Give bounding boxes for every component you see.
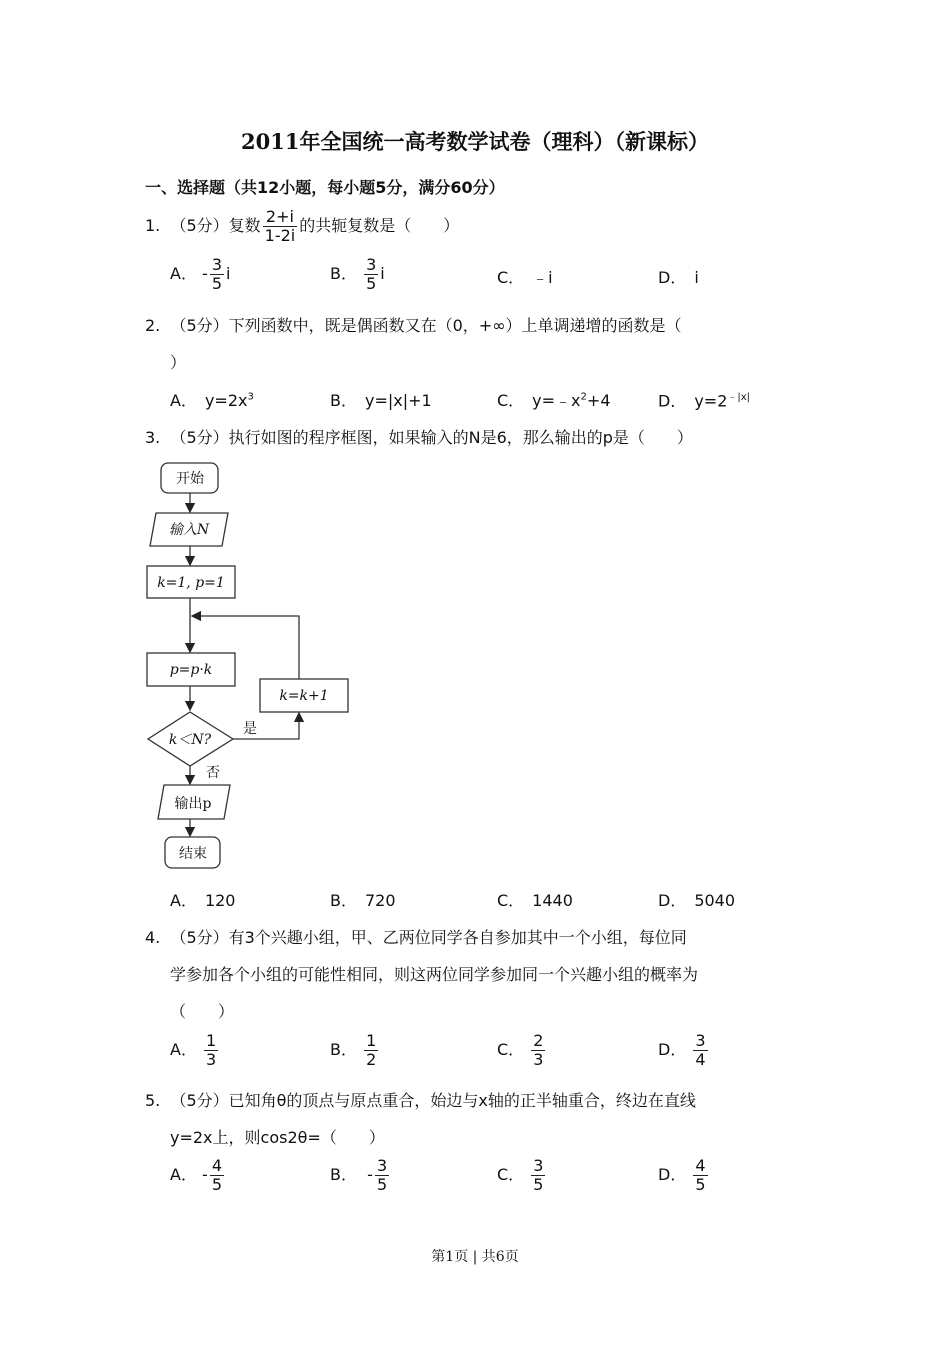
fc-output-label: 输出p xyxy=(174,796,212,812)
q4-score: （5分） xyxy=(170,928,229,947)
q1-a-sign: - xyxy=(202,264,208,283)
q2-d-text: D． y=2 xyxy=(658,391,728,411)
q2-c-tail: +4 xyxy=(586,391,611,410)
q4-option-d xyxy=(658,1032,710,1069)
q5-c-label: C． xyxy=(497,1165,525,1184)
q2-d-sup: ﹣|x| xyxy=(727,392,751,403)
q5-c-den: 5 xyxy=(533,1175,544,1194)
q5-c-num: 3 xyxy=(533,1156,544,1175)
q1-option-c: C． ﹣i xyxy=(497,268,553,287)
q1-a-label: A． xyxy=(170,264,197,283)
q5-b-den: 5 xyxy=(376,1175,388,1194)
q4-a-label: A． xyxy=(170,1040,197,1059)
q2-text-cont: ） xyxy=(170,353,187,372)
q2-option-d xyxy=(658,388,750,411)
q4-option-c xyxy=(497,1032,547,1069)
q4-d-num: 3 xyxy=(695,1031,706,1050)
q1-b-i: i xyxy=(380,264,385,283)
q1-option-b xyxy=(330,256,385,293)
q2-score: （5分） xyxy=(170,316,229,335)
q4-line1: 有3个兴趣小组，甲、乙两位同学各自参加其中一个小组，每位同 xyxy=(228,928,687,947)
q3-text: 执行如图的程序框图，如果输入的N是6，那么输出的p是（ ） xyxy=(228,428,693,447)
q1-frac-den: 1-2i xyxy=(264,226,296,245)
q1-fraction xyxy=(263,208,298,245)
q4-d-den: 4 xyxy=(695,1050,706,1069)
q1-a-den: 5 xyxy=(211,274,223,293)
fc-start-label: 开始 xyxy=(176,471,204,487)
q2-a-text: A． y=2x xyxy=(170,391,248,410)
q4-d-label: D． xyxy=(658,1040,687,1059)
q4-line2: 学参加各个小组的可能性相同，则这两位同学参加同一个兴趣小组的概率为 xyxy=(170,965,699,984)
question-2 xyxy=(145,313,682,336)
q5-d-fraction xyxy=(693,1157,707,1194)
q3-number: 3. xyxy=(145,428,161,447)
fc-input-label: 输入N xyxy=(168,522,210,538)
q2-option-a xyxy=(170,388,254,411)
q5-a-sign: - xyxy=(202,1165,208,1184)
q5-b-label: B． xyxy=(330,1165,357,1184)
q1-b-label: B． xyxy=(330,264,357,283)
q5-a-num: 4 xyxy=(211,1156,223,1175)
q4-b-label: B． xyxy=(330,1040,357,1059)
q1-number: 1. xyxy=(145,216,161,235)
q4-option-b xyxy=(330,1032,380,1069)
q3-option-b: B． 720 xyxy=(330,891,396,910)
question-3 xyxy=(145,425,693,448)
fc-init-label: k=1, p=1 xyxy=(157,575,225,591)
q4-a-fraction xyxy=(204,1032,218,1069)
q5-number: 5. xyxy=(145,1091,161,1110)
q5-b-fraction xyxy=(375,1157,389,1194)
q1-option-a xyxy=(170,256,230,293)
q1-a-i: i xyxy=(226,264,231,283)
q3-option-d: D． 5040 xyxy=(658,891,736,910)
q3-option-c: C． 1440 xyxy=(497,891,573,910)
q5-option-d xyxy=(658,1157,710,1194)
fc-incr-label: k=k+1 xyxy=(279,688,329,704)
q1-score: （5分） xyxy=(170,216,229,235)
q5-a-den: 5 xyxy=(211,1175,223,1194)
q1-pre: 复数 xyxy=(228,216,261,235)
q5-b-sign: - xyxy=(367,1165,373,1184)
q2-number: 2. xyxy=(145,316,161,335)
q5-option-c xyxy=(497,1157,547,1194)
q1-frac-num: 2+i xyxy=(263,208,298,227)
q3-option-a: A． 120 xyxy=(170,891,236,910)
question-5 xyxy=(145,1088,696,1111)
q5-b-num: 3 xyxy=(376,1156,388,1175)
q5-d-den: 5 xyxy=(695,1175,706,1194)
q5-score: （5分） xyxy=(170,1091,229,1110)
fc-no-label: 否 xyxy=(206,765,220,781)
q5-a-fraction xyxy=(210,1157,224,1194)
q4-c-fraction xyxy=(531,1032,545,1069)
q2-option-c xyxy=(497,388,611,411)
q4-c-num: 2 xyxy=(533,1031,544,1050)
question-4 xyxy=(145,925,687,948)
fc-assign-label: p=p·k xyxy=(169,662,213,678)
q1-a-num: 3 xyxy=(211,255,223,274)
q5-line2: y=2x上，则cos2θ=（ ） xyxy=(170,1128,385,1147)
q2-c-sup: 2 xyxy=(580,391,587,403)
q4-a-num: 1 xyxy=(206,1031,217,1050)
q5-d-label: D． xyxy=(658,1165,687,1184)
flowchart xyxy=(140,455,370,880)
fc-end-label: 结束 xyxy=(179,846,207,862)
q4-c-label: C． xyxy=(497,1040,525,1059)
q1-a-fraction xyxy=(210,256,224,293)
q5-d-num: 4 xyxy=(695,1156,706,1175)
q1-option-d: D． i xyxy=(658,268,699,287)
q4-b-den: 2 xyxy=(366,1050,377,1069)
page-title: 2011年全国统一高考数学试卷（理科）（新课标） xyxy=(241,129,709,154)
q5-line1: 已知角θ的顶点与原点重合，始边与x轴的正半轴重合，终边在直线 xyxy=(228,1091,696,1110)
question-1 xyxy=(145,208,459,245)
q1-b-den: 5 xyxy=(366,274,377,293)
q3-score: （5分） xyxy=(170,428,229,447)
q4-c-den: 3 xyxy=(533,1050,544,1069)
q1-post: 的共轭复数是（ ） xyxy=(299,216,460,235)
q4-option-a xyxy=(170,1032,220,1069)
q1-b-fraction xyxy=(364,256,378,293)
page-footer: 第1页 | 共6页 xyxy=(431,1249,519,1265)
q2-option-b: B． y=|x|+1 xyxy=(330,391,432,410)
q4-b-num: 1 xyxy=(366,1031,377,1050)
q2-c-text: C． y=﹣x xyxy=(497,391,581,410)
q4-line3: （ ） xyxy=(170,1002,235,1021)
q4-d-fraction xyxy=(693,1032,707,1069)
q1-b-num: 3 xyxy=(366,255,377,274)
fc-cond-label: k＜N? xyxy=(168,732,212,748)
q4-number: 4. xyxy=(145,928,161,947)
q4-a-den: 3 xyxy=(206,1050,217,1069)
q5-option-a xyxy=(170,1157,226,1194)
section-heading: 一、选择题（共12小题，每小题5分，满分60分） xyxy=(145,178,505,197)
q5-a-label: A． xyxy=(170,1165,197,1184)
fc-yes-label: 是 xyxy=(243,721,257,737)
q2-text: 下列函数中，既是偶函数又在（0，+∞）上单调递增的函数是（ xyxy=(228,316,682,335)
q2-a-sup: 3 xyxy=(247,391,254,403)
q5-option-b xyxy=(330,1157,391,1194)
q4-b-fraction xyxy=(364,1032,378,1069)
q5-c-fraction xyxy=(531,1157,545,1194)
